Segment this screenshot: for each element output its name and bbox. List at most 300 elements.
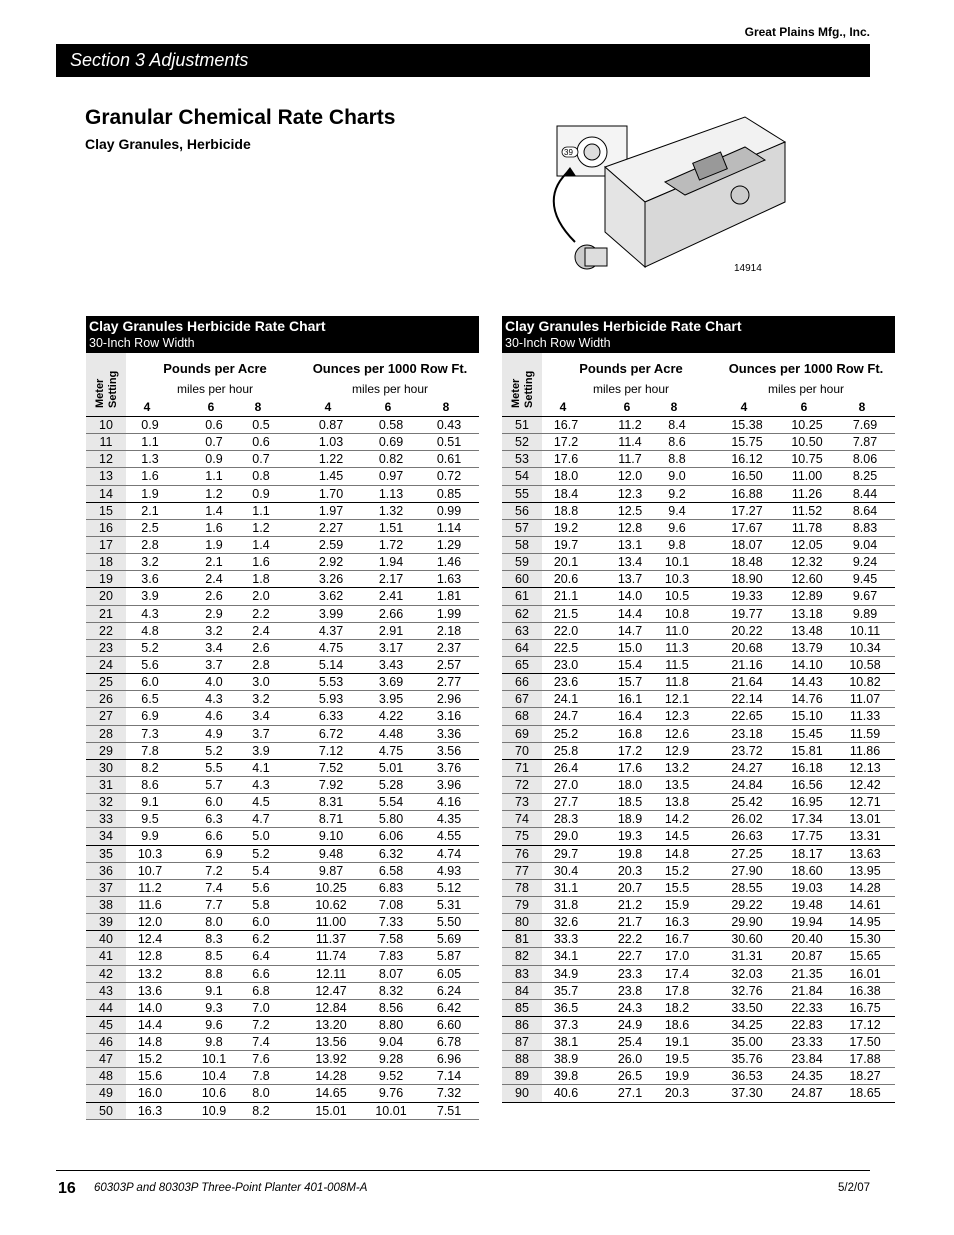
rate-cell: 14.43 bbox=[791, 675, 823, 690]
rate-cell: 11.26 bbox=[791, 486, 823, 501]
meter-setting-cell: 69 bbox=[502, 726, 542, 742]
meter-setting-cell: 70 bbox=[502, 743, 542, 759]
rate-cell: 7.33 bbox=[378, 915, 404, 930]
rate-cell: 8.71 bbox=[318, 812, 344, 827]
rate-cell: 5.2 bbox=[205, 743, 223, 758]
rate-cell: 14.2 bbox=[664, 812, 690, 827]
rate-cell: 7.7 bbox=[205, 897, 223, 912]
rate-cell: 28.3 bbox=[553, 812, 579, 827]
rate-cell: 1.51 bbox=[378, 520, 404, 535]
rate-cell: 2.1 bbox=[141, 503, 159, 518]
rate-cell: 13.92 bbox=[315, 1052, 347, 1067]
document-id: 60303P and 80303P Three-Point Planter 401-008M-A bbox=[94, 1182, 368, 1194]
rate-cell: 2.37 bbox=[436, 640, 462, 655]
rate-cell: 12.4 bbox=[137, 932, 163, 947]
rate-cell: 15.5 bbox=[664, 880, 690, 895]
meter-setting-cell: 64 bbox=[502, 640, 542, 656]
rate-cell: 18.2 bbox=[664, 1000, 690, 1015]
rate-cell: 2.66 bbox=[378, 606, 404, 621]
rate-cell: 18.0 bbox=[617, 777, 643, 792]
rate-cell: 12.1 bbox=[664, 692, 690, 707]
meter-setting-header bbox=[86, 353, 126, 416]
rate-cell: 2.5 bbox=[141, 520, 159, 535]
meter-setting-cell: 36 bbox=[86, 863, 126, 879]
meter-setting-cell: 87 bbox=[502, 1034, 542, 1050]
rate-cell: 5.2 bbox=[252, 846, 270, 861]
table-row bbox=[86, 606, 479, 623]
rate-cell: 18.27 bbox=[849, 1069, 881, 1084]
rate-cell: 8.2 bbox=[141, 760, 159, 775]
rate-cell: 9.6 bbox=[205, 1017, 223, 1032]
rate-cell: 6.32 bbox=[378, 846, 404, 861]
table-row bbox=[86, 520, 479, 537]
rate-cell: 2.4 bbox=[205, 572, 223, 587]
table-row bbox=[502, 777, 895, 794]
chart-rows bbox=[502, 417, 895, 1103]
rate-cell: 9.8 bbox=[205, 1035, 223, 1050]
rate-cell: 36.53 bbox=[731, 1069, 763, 1084]
table-row bbox=[502, 863, 895, 880]
rate-cell: 16.50 bbox=[731, 469, 763, 484]
rate-cell: 1.1 bbox=[252, 503, 270, 518]
rate-cell: 7.08 bbox=[378, 897, 404, 912]
table-row bbox=[86, 880, 479, 897]
meter-setting-cell: 88 bbox=[502, 1051, 542, 1067]
table-row bbox=[502, 1000, 895, 1017]
rate-cell: 7.69 bbox=[852, 418, 878, 432]
rate-cell: 11.6 bbox=[138, 897, 162, 912]
rate-cell: 10.62 bbox=[315, 897, 347, 912]
rate-cell: 21.64 bbox=[731, 675, 763, 690]
rate-cell: 0.7 bbox=[252, 452, 270, 467]
rate-cell: 16.3 bbox=[664, 915, 690, 930]
meter-setting-cell: 41 bbox=[86, 948, 126, 964]
rate-cell: 10.3 bbox=[664, 572, 690, 587]
mph-label: miles per hour bbox=[592, 382, 670, 396]
rate-cell: 12.11 bbox=[315, 966, 347, 981]
rate-cell: 13.48 bbox=[791, 623, 823, 638]
rate-cell: 3.2 bbox=[141, 555, 159, 570]
rate-cell: 1.2 bbox=[205, 486, 223, 501]
meter-setting-cell: 90 bbox=[502, 1085, 542, 1101]
rate-cell: 7.52 bbox=[318, 760, 344, 775]
rate-cell: 16.01 bbox=[849, 966, 881, 981]
rate-cell: 11.07 bbox=[849, 692, 881, 707]
rate-cell: 37.30 bbox=[731, 1086, 763, 1101]
rate-cell: 10.25 bbox=[791, 418, 823, 432]
rate-cell: 11.37 bbox=[315, 932, 347, 947]
rate-cell: 8.5 bbox=[205, 949, 223, 964]
table-row bbox=[86, 863, 479, 880]
rate-cell: 12.71 bbox=[849, 795, 881, 810]
rate-cell: 7.8 bbox=[141, 743, 159, 758]
rate-cell: 10.6 bbox=[201, 1086, 227, 1101]
meter-setting-cell: 33 bbox=[86, 811, 126, 827]
rate-cell: 9.28 bbox=[378, 1052, 404, 1067]
rate-cell: 25.8 bbox=[553, 743, 579, 758]
rate-cell: 33.50 bbox=[731, 1000, 763, 1015]
table-row bbox=[502, 571, 895, 588]
rate-cell: 3.76 bbox=[436, 760, 462, 775]
rate-cell: 9.24 bbox=[852, 555, 878, 570]
rate-cell: 24.1 bbox=[553, 692, 579, 707]
rate-cell: 10.50 bbox=[791, 435, 823, 450]
rate-cell: 15.01 bbox=[315, 1103, 347, 1118]
rate-cell: 13.01 bbox=[849, 812, 881, 827]
table-row bbox=[502, 434, 895, 451]
rate-cell: 9.04 bbox=[378, 1035, 404, 1050]
rate-cell: 25.2 bbox=[553, 726, 579, 741]
rate-cell: 16.8 bbox=[617, 726, 643, 741]
rate-cell: 2.1 bbox=[205, 555, 223, 570]
rate-cell: 1.03 bbox=[318, 435, 344, 450]
table-row bbox=[86, 1085, 479, 1102]
rate-cell: 6.72 bbox=[318, 726, 344, 741]
rate-cell: 14.95 bbox=[849, 915, 881, 930]
rate-cell: 22.65 bbox=[731, 709, 763, 724]
table-row bbox=[502, 623, 895, 640]
rate-cell: 11.3 bbox=[665, 640, 689, 655]
company-name: Great Plains Mfg., Inc. bbox=[744, 25, 870, 39]
speed-header: 4 bbox=[559, 400, 567, 414]
chart-subtitle: 30-Inch Row Width bbox=[505, 336, 611, 350]
rate-cell: 26.0 bbox=[617, 1052, 643, 1067]
meter-setting-cell: 27 bbox=[86, 708, 126, 724]
meter-setting-cell: 61 bbox=[502, 588, 542, 604]
rate-cell: 6.0 bbox=[205, 795, 223, 810]
rate-cell: 9.1 bbox=[141, 795, 159, 810]
rate-cell: 5.93 bbox=[318, 692, 344, 707]
rate-cell: 20.3 bbox=[664, 1086, 690, 1101]
meter-setting-cell: 31 bbox=[86, 777, 126, 793]
rate-cell: 13.1 bbox=[617, 537, 643, 552]
table-row bbox=[86, 948, 479, 965]
chart-title: Clay Granules Herbicide Rate Chart bbox=[505, 318, 742, 334]
mph-label: miles per hour bbox=[351, 382, 429, 396]
rate-cell: 10.3 bbox=[137, 846, 163, 861]
rate-cell: 16.7 bbox=[553, 418, 579, 432]
rate-cell: 13.7 bbox=[617, 572, 643, 587]
rate-cell: 34.25 bbox=[731, 1017, 763, 1032]
rate-cell: 11.8 bbox=[665, 675, 689, 690]
meter-setting-cell: 45 bbox=[86, 1017, 126, 1033]
rate-cell: 7.2 bbox=[205, 863, 223, 878]
rate-cell: 16.0 bbox=[137, 1086, 163, 1101]
meter-setting-cell: 75 bbox=[502, 828, 542, 844]
rate-cell: 27.1 bbox=[617, 1086, 643, 1101]
meter-setting-cell: 19 bbox=[86, 571, 126, 587]
rate-cell: 4.35 bbox=[436, 812, 462, 827]
rate-cell: 20.87 bbox=[791, 949, 823, 964]
rate-cell: 19.03 bbox=[791, 880, 823, 895]
rate-cell: 12.89 bbox=[791, 589, 823, 604]
meter-setting-cell: 46 bbox=[86, 1034, 126, 1050]
rate-cell: 3.9 bbox=[141, 589, 159, 604]
rate-cell: 7.83 bbox=[378, 949, 404, 964]
rate-cell: 1.6 bbox=[252, 555, 270, 570]
rate-cell: 17.6 bbox=[617, 760, 643, 775]
table-row bbox=[86, 794, 479, 811]
rate-cell: 13.95 bbox=[849, 863, 881, 878]
rate-cell: 22.7 bbox=[617, 949, 643, 964]
rate-cell: 4.5 bbox=[252, 795, 270, 810]
rate-cell: 0.61 bbox=[436, 452, 462, 467]
rate-cell: 2.6 bbox=[252, 640, 270, 655]
meter-setting-cell: 24 bbox=[86, 657, 126, 673]
rate-cell: 1.4 bbox=[205, 503, 223, 518]
table-row bbox=[86, 708, 479, 725]
rate-cell: 9.76 bbox=[378, 1086, 404, 1101]
rate-cell: 15.6 bbox=[137, 1069, 163, 1084]
rate-cell: 10.11 bbox=[849, 623, 881, 638]
rate-cell: 3.56 bbox=[436, 743, 462, 758]
table-row bbox=[86, 691, 479, 708]
rate-cell: 0.72 bbox=[436, 469, 462, 484]
rate-cell: 14.7 bbox=[617, 623, 643, 638]
rate-cell: 5.31 bbox=[436, 897, 462, 912]
meter-setting-cell: 55 bbox=[502, 486, 542, 502]
rate-cell: 9.5 bbox=[141, 812, 159, 827]
rate-cell: 33.3 bbox=[553, 932, 579, 947]
page-title: Granular Chemical Rate Charts bbox=[85, 106, 396, 129]
rate-cell: 0.9 bbox=[141, 418, 159, 432]
table-row bbox=[86, 983, 479, 1000]
section-header-bar bbox=[56, 44, 870, 77]
meter-setting-cell: 47 bbox=[86, 1051, 126, 1067]
rate-cell: 10.7 bbox=[137, 863, 163, 878]
rate-cell: 2.91 bbox=[378, 623, 404, 638]
meter-setting-cell: 29 bbox=[86, 743, 126, 759]
meter-setting-cell: 71 bbox=[502, 760, 542, 776]
speed-header: 4 bbox=[143, 400, 151, 414]
meter-setting-cell: 50 bbox=[86, 1103, 126, 1119]
chart-column-headers bbox=[502, 353, 895, 417]
rate-cell: 14.61 bbox=[849, 897, 881, 912]
rate-cell: 18.48 bbox=[731, 555, 763, 570]
rate-cell: 17.27 bbox=[731, 503, 763, 518]
rate-cell: 6.24 bbox=[436, 983, 462, 998]
rate-cell: 29.0 bbox=[553, 829, 579, 844]
rate-cell: 18.60 bbox=[791, 863, 823, 878]
rate-cell: 23.72 bbox=[731, 743, 763, 758]
meter-setting-cell: 39 bbox=[86, 914, 126, 930]
rate-cell: 16.88 bbox=[731, 486, 763, 501]
callout-label: 39 bbox=[564, 148, 573, 157]
meter-setting-cell: 34 bbox=[86, 828, 126, 844]
meter-setting-cell: 35 bbox=[86, 846, 126, 862]
rate-cell: 1.14 bbox=[436, 520, 462, 535]
meter-setting-cell: 83 bbox=[502, 966, 542, 982]
rate-cell: 11.2 bbox=[618, 418, 642, 432]
rate-cell: 17.6 bbox=[553, 452, 579, 467]
table-row bbox=[502, 846, 895, 863]
rate-cell: 8.6 bbox=[668, 435, 686, 450]
rate-cell: 8.56 bbox=[378, 1000, 404, 1015]
chart-header bbox=[86, 316, 479, 353]
rate-cell: 6.96 bbox=[436, 1052, 462, 1067]
meter-setting-cell: 20 bbox=[86, 588, 126, 604]
rate-cell: 16.3 bbox=[137, 1103, 163, 1118]
rate-cell: 26.63 bbox=[731, 829, 763, 844]
rate-cell: 3.95 bbox=[378, 692, 404, 707]
rate-cell: 20.1 bbox=[553, 555, 579, 570]
meter-setting-cell: 65 bbox=[502, 657, 542, 673]
rate-cell: 18.4 bbox=[553, 486, 579, 501]
rate-cell: 2.9 bbox=[205, 606, 223, 621]
table-row bbox=[502, 794, 895, 811]
meter-setting-cell: 16 bbox=[86, 520, 126, 536]
rate-cell: 34.1 bbox=[553, 949, 579, 964]
meter-setting-cell: 40 bbox=[86, 931, 126, 947]
rate-cell: 1.97 bbox=[318, 503, 344, 518]
rate-cell: 9.45 bbox=[852, 572, 878, 587]
speed-header: 8 bbox=[442, 400, 450, 414]
rate-cell: 1.81 bbox=[436, 589, 462, 604]
rate-cell: 13.6 bbox=[137, 983, 163, 998]
rate-cell: 11.0 bbox=[665, 623, 689, 638]
mph-label: miles per hour bbox=[176, 382, 254, 396]
table-row bbox=[502, 983, 895, 1000]
rate-cell: 21.1 bbox=[553, 589, 579, 604]
rate-cell: 13.56 bbox=[315, 1035, 347, 1050]
table-row bbox=[86, 434, 479, 451]
meter-setting-cell: 17 bbox=[86, 537, 126, 553]
meter-setting-cell: 58 bbox=[502, 537, 542, 553]
rate-cell: 0.7 bbox=[205, 435, 223, 450]
rate-cell: 7.92 bbox=[318, 777, 344, 792]
rate-cell: 12.47 bbox=[315, 983, 347, 998]
rate-cell: 10.82 bbox=[849, 675, 881, 690]
rate-cell: 0.8 bbox=[252, 469, 270, 484]
rate-cell: 22.83 bbox=[791, 1017, 823, 1032]
rate-cell: 30.4 bbox=[553, 863, 579, 878]
rate-cell: 3.16 bbox=[436, 709, 462, 724]
rate-cell: 5.50 bbox=[436, 915, 462, 930]
meter-setting-cell: 56 bbox=[502, 503, 542, 519]
rate-cell: 23.0 bbox=[553, 657, 579, 672]
rate-cell: 4.22 bbox=[378, 709, 404, 724]
rate-cell: 11.59 bbox=[849, 726, 881, 741]
table-row bbox=[502, 1051, 895, 1068]
rate-cell: 1.63 bbox=[436, 572, 462, 587]
rate-cell: 1.9 bbox=[141, 486, 159, 501]
rate-cell: 7.2 bbox=[252, 1017, 270, 1032]
rate-cell: 13.4 bbox=[617, 555, 643, 570]
meter-setting-cell: 81 bbox=[502, 931, 542, 947]
table-row bbox=[86, 417, 479, 434]
meter-setting-cell: 66 bbox=[502, 674, 542, 690]
meter-setting-cell: 14 bbox=[86, 486, 126, 502]
speed-header: 6 bbox=[623, 400, 631, 414]
rate-cell: 0.87 bbox=[318, 418, 344, 432]
rate-cell: 0.97 bbox=[378, 469, 404, 484]
rate-cell: 6.83 bbox=[378, 880, 404, 895]
rate-cell: 27.0 bbox=[553, 777, 579, 792]
meter-label-line2: Setting bbox=[107, 370, 119, 408]
rate-cell: 16.1 bbox=[617, 692, 643, 707]
rate-cell: 18.6 bbox=[664, 1017, 690, 1032]
rate-cell: 18.90 bbox=[731, 572, 763, 587]
rate-cell: 3.96 bbox=[436, 777, 462, 792]
meter-setting-cell: 86 bbox=[502, 1017, 542, 1033]
rate-cell: 16.12 bbox=[731, 452, 763, 467]
rate-cell: 6.58 bbox=[378, 863, 404, 878]
table-row bbox=[86, 931, 479, 948]
rate-cell: 1.22 bbox=[318, 452, 344, 467]
rate-cell: 10.5 bbox=[664, 589, 690, 604]
rate-cell: 25.42 bbox=[731, 795, 763, 810]
speed-header: 4 bbox=[740, 400, 748, 414]
rate-cell: 9.1 bbox=[205, 983, 223, 998]
meter-setting-cell: 10 bbox=[86, 417, 126, 433]
meter-setting-cell: 15 bbox=[86, 503, 126, 519]
rate-cell: 2.2 bbox=[252, 606, 270, 621]
table-row bbox=[502, 554, 895, 571]
meter-setting-cell: 67 bbox=[502, 691, 542, 707]
rate-cell: 15.30 bbox=[849, 932, 881, 947]
table-row bbox=[502, 503, 895, 520]
rate-cell: 14.4 bbox=[137, 1017, 163, 1032]
rate-cell: 5.0 bbox=[252, 829, 270, 844]
rate-cell: 3.0 bbox=[252, 675, 270, 690]
table-row bbox=[86, 914, 479, 931]
rate-cell: 2.57 bbox=[436, 657, 462, 672]
rate-cell: 6.9 bbox=[205, 846, 223, 861]
rate-cell: 40.6 bbox=[553, 1086, 579, 1101]
rate-cell: 12.05 bbox=[791, 537, 823, 552]
rate-cell: 7.3 bbox=[141, 726, 159, 741]
rate-cell: 21.7 bbox=[617, 915, 643, 930]
rate-cell: 19.2 bbox=[553, 520, 579, 535]
rate-cell: 31.1 bbox=[553, 880, 579, 895]
rate-cell: 18.5 bbox=[617, 795, 643, 810]
rate-cell: 6.5 bbox=[141, 692, 159, 707]
rate-cell: 2.96 bbox=[436, 692, 462, 707]
rate-cell: 7.32 bbox=[436, 1086, 462, 1101]
rate-cell: 15.0 bbox=[617, 640, 643, 655]
table-row bbox=[86, 1103, 479, 1120]
rate-cell: 9.52 bbox=[378, 1069, 404, 1084]
speed-header: 8 bbox=[254, 400, 262, 414]
table-row bbox=[502, 417, 895, 434]
rate-cell: 17.2 bbox=[617, 743, 643, 758]
ounces-per-1000-header: Ounces per 1000 Row Ft. bbox=[312, 361, 468, 376]
rate-cell: 11.4 bbox=[618, 435, 642, 450]
rate-cell: 12.3 bbox=[617, 486, 643, 501]
chart-rows bbox=[86, 417, 479, 1120]
rate-cell: 23.84 bbox=[791, 1052, 823, 1067]
rate-cell: 31.8 bbox=[553, 897, 579, 912]
meter-setting-cell: 12 bbox=[86, 451, 126, 467]
table-row bbox=[502, 880, 895, 897]
rate-cell: 22.5 bbox=[553, 640, 579, 655]
rate-cell: 8.3 bbox=[205, 932, 223, 947]
rate-cell: 3.4 bbox=[205, 640, 223, 655]
rate-cell: 10.75 bbox=[791, 452, 823, 467]
rate-cell: 12.60 bbox=[791, 572, 823, 587]
rate-cell: 3.26 bbox=[318, 572, 344, 587]
rate-cell: 5.6 bbox=[252, 880, 270, 895]
rate-cell: 4.6 bbox=[205, 709, 223, 724]
meter-setting-header bbox=[502, 353, 542, 416]
meter-setting-cell: 68 bbox=[502, 708, 542, 724]
rate-cell: 10.58 bbox=[849, 657, 881, 672]
rate-cell: 8.44 bbox=[852, 486, 878, 501]
rate-cell: 32.03 bbox=[731, 966, 763, 981]
rate-cell: 2.8 bbox=[252, 657, 270, 672]
rate-cell: 2.18 bbox=[436, 623, 462, 638]
rate-cell: 3.36 bbox=[436, 726, 462, 741]
